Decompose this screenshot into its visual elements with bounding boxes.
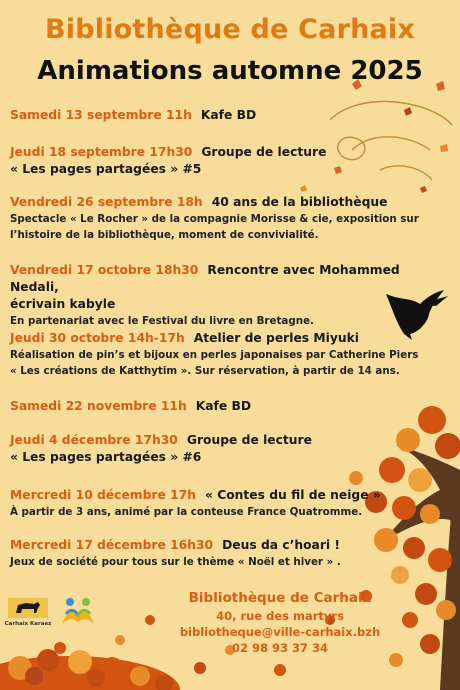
event-description: Jeux de société pour tous sur le thème « Noël et hiver » .	[10, 556, 341, 568]
event-name-continued: « Les pages partagées » #5	[10, 162, 202, 176]
partner-logo	[58, 594, 98, 630]
event-name: Rencontre avec Mohammed Nedali,	[10, 263, 400, 294]
event-item	[10, 398, 450, 415]
event-date: Samedi 13 septembre 11h	[10, 108, 192, 122]
event-name: Groupe de lecture	[201, 145, 327, 159]
event-item	[10, 262, 450, 329]
event-name: « Contes du fil de neige »	[204, 488, 381, 502]
horse-icon	[6, 596, 50, 622]
event-date: Mercredi 10 décembre 17h	[10, 488, 196, 502]
event-name: Groupe de lecture	[186, 433, 312, 447]
footer-phone: 02 98 93 37 34	[231, 641, 329, 655]
event-description: Spectacle « Le Rocher » de la compagnie Morisse & cie, exposition sur	[10, 213, 419, 225]
people-icon	[58, 594, 98, 630]
library-title: Bibliothèque de Carhaix	[44, 14, 416, 45]
program-title: Animations automne 2025	[37, 56, 423, 86]
event-date: Vendredi 17 octobre 18h30	[10, 263, 199, 277]
event-item	[10, 432, 450, 466]
event-date: Jeudi 30 octobre 14h-17h	[10, 331, 185, 345]
event-date: Jeudi 4 décembre 17h30	[10, 433, 178, 447]
library-contact	[160, 588, 400, 656]
event-item	[10, 330, 450, 379]
event-name: 40 ans de la bibliothèque	[211, 195, 388, 209]
carhaix-logo	[6, 596, 50, 628]
event-name: Deus da c’hoari !	[222, 538, 341, 552]
event-name: Kafe BD	[195, 399, 252, 413]
event-name-continued: écrivain kabyle	[10, 297, 116, 311]
event-item	[10, 194, 450, 243]
footer-address: 40, rue des martyrs	[216, 609, 344, 623]
event-description: l’histoire de la bibliothèque, moment de convivialité.	[10, 229, 319, 241]
footer-library-name: Bibliothèque de Carhaix	[188, 590, 372, 606]
event-name: Kafe BD	[200, 108, 257, 122]
footer-email: bibliotheque@ville-carhaix.bzh	[179, 625, 381, 639]
event-date: Mercredi 17 décembre 16h30	[10, 538, 214, 552]
event-date: Jeudi 18 septembre 17h30	[10, 145, 193, 159]
event-item	[10, 144, 450, 178]
event-date: Samedi 22 novembre 11h	[10, 399, 187, 413]
event-description: « Les créations de Katthytim ». Sur réservation, à partir de 14 ans.	[10, 365, 400, 377]
event-description: Réalisation de pin’s et bijoux en perles japonaises par Catherine Piers	[10, 349, 419, 361]
event-item	[10, 487, 450, 520]
event-item	[10, 107, 450, 124]
event-description: À partir de 3 ans, animé par la conteuse France Quatromme.	[10, 506, 363, 518]
event-name-continued: « Les pages partagées » #6	[10, 450, 202, 464]
event-date: Vendredi 26 septembre 18h	[10, 195, 203, 209]
event-name: Atelier de perles Miyuki	[193, 331, 360, 345]
event-item	[10, 537, 450, 570]
event-description: En partenariat avec le Festival du livre en Bretagne.	[10, 315, 314, 327]
logo-caption: Carhaix Karaez	[4, 621, 52, 627]
